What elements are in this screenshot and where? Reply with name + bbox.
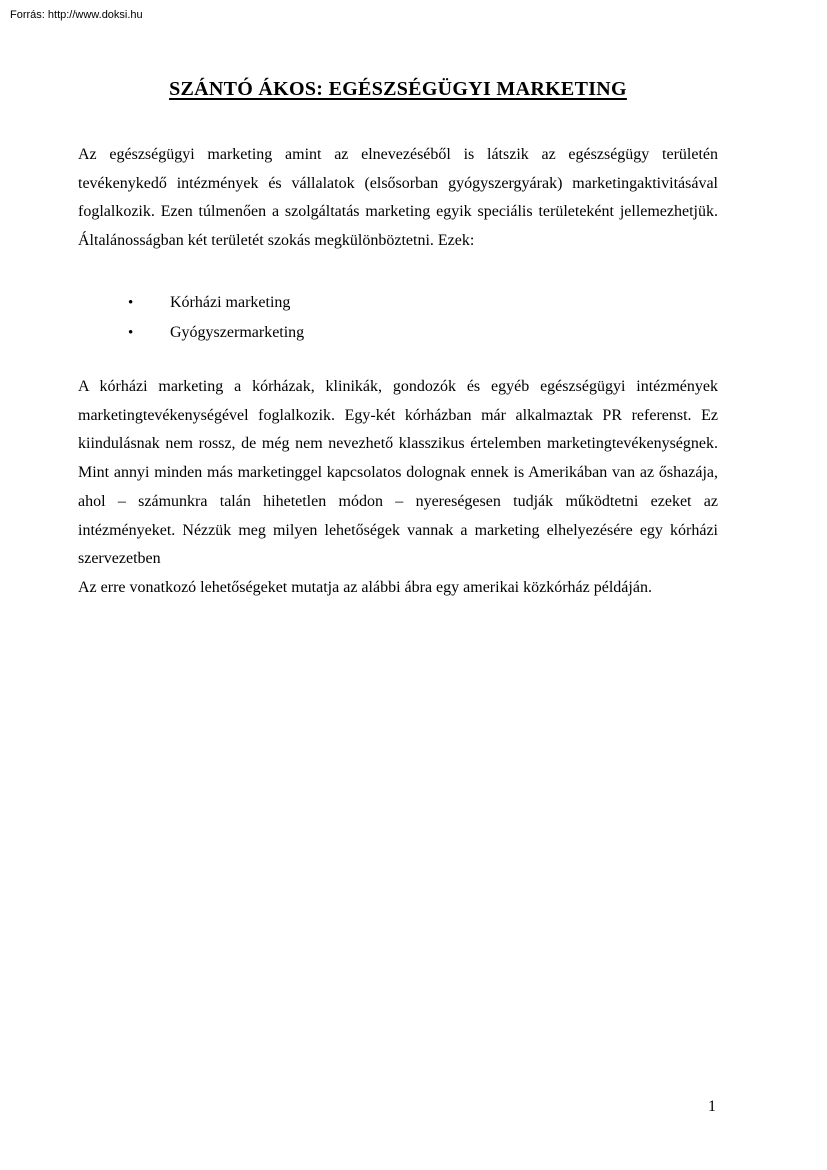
figure-note-paragraph: Az erre vonatkozó lehetőségeket mutatja az alábbi ábra egy amerikai közkórház példáján. <box>78 578 652 596</box>
source-url-line: Forrás: http://www.doksi.hu <box>10 9 143 21</box>
intro-paragraph: Az egészségügyi marketing amint az elnevezéséből is látszik az egészségügy területén tevékenykedő intézmények és vállalatok (elsősorban gyógyszergyárak) marketingaktivitásával foglalkozik. Ezen túlmenően a szolgáltatás marketing egyik speciális területeként jellemezhetjük. Általánosságban két területét szokás megkülönböztetni. Ezek: <box>78 146 718 250</box>
hospital-marketing-paragraph: A kórházi marketing a kórházak, klinikák, gondozók és egyéb egészségügyi intézmények marketingtevékenységével foglalkozik. Egy-két kórházban már alkalmaztak PR referenst. Ez kiindulásnak nem rossz, de még nem nevezhető klasszikus értelemben marketingtevékenységnek. Mint annyi minden más marketinggel kapcsolatos dolognak ennek is Amerikában van az őshazája, ahol – számunkra talán hihetetlen módon – nyereségesen tudják működtetni ezeket az intézményeket. Nézzük meg milyen lehetőségek vannak a marketing elhelyezésére egy kórházi szervezetben <box>78 378 718 568</box>
bullet-item-hospital-marketing: Kórházi marketing <box>170 294 291 311</box>
bullet-item-pharma-marketing: Gyógyszermarketing <box>170 324 305 341</box>
list-item <box>78 288 718 318</box>
bullet-icon: • <box>128 295 134 311</box>
list-item <box>78 318 718 348</box>
document-title: SZÁNTÓ ÁKOS: EGÉSZSÉGÜGYI MARKETING <box>169 78 627 100</box>
bullet-icon: • <box>128 325 134 341</box>
page-number: 1 <box>708 1098 716 1115</box>
body-text-block <box>78 373 718 603</box>
bullet-list <box>78 288 718 348</box>
